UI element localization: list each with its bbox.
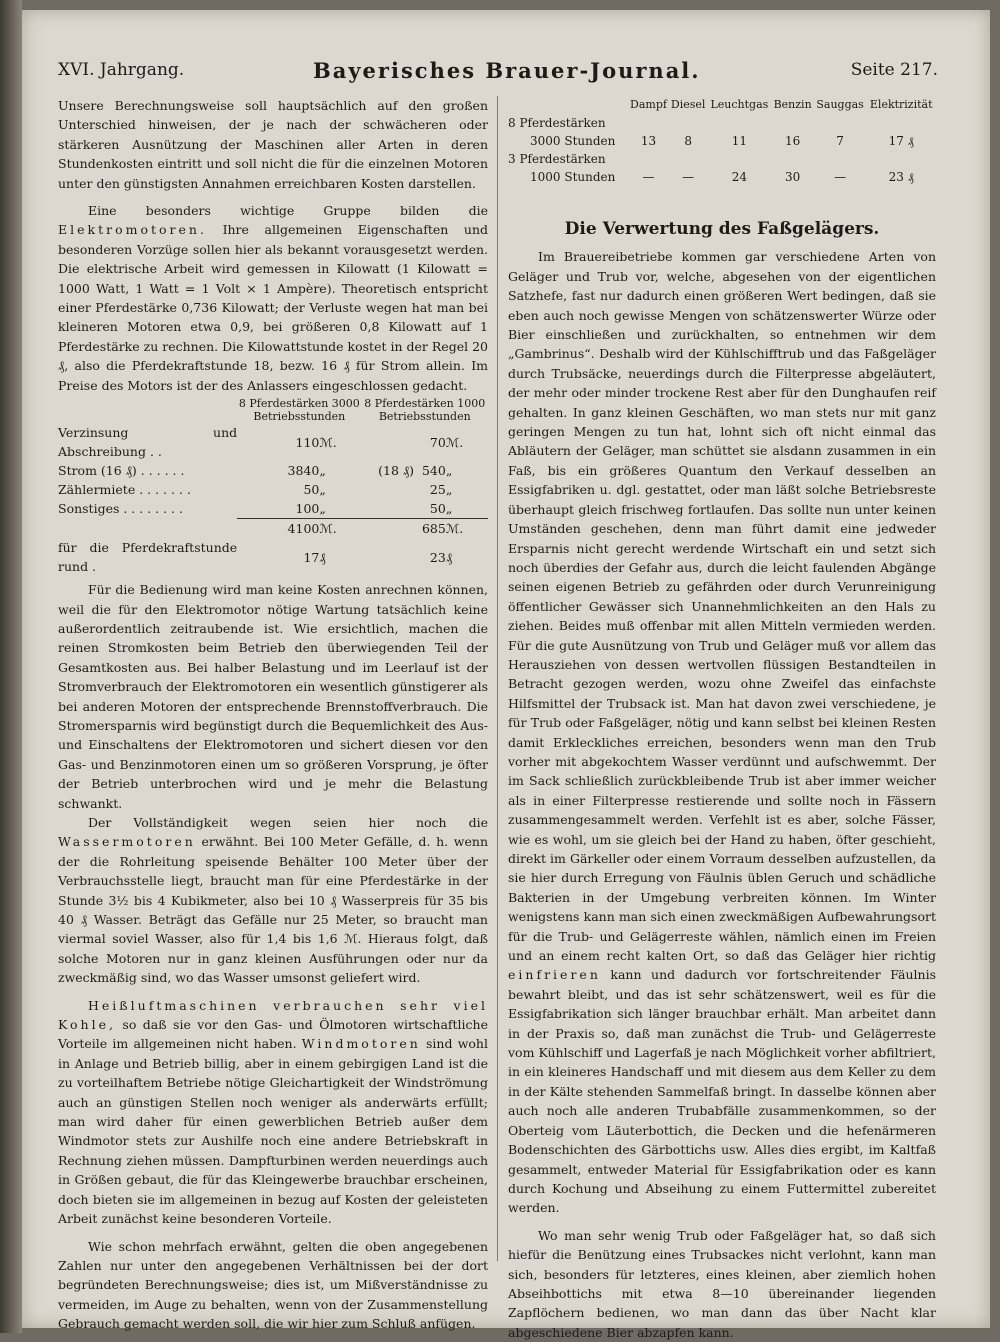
spaced-word: einfrieren [508,967,601,983]
left-column [58,96,488,1334]
spaced-heading: Elektromotoren. [58,222,207,238]
cell: ℳ. [445,434,464,450]
text-run: Ihre allgemeinen Eigenschaften und besonderen Vorzüge sollen hier als bekannt vorausgesetzt werden. Die elektrische Arbeit wird gemessen in Kilowatt (1 Kilowatt = 1000 Watt, 1 Watt = 1 Volt × 1 Ampère). Theoretisch entspricht einer Pferdestärke 0,736 Kilowatt; der Verluste wegen hat man bei kleineren Motoren etwa 0,9, bei größeren 0,8 Kilowatt auf 1 Pferdestärke zu rechnen. Die Kilowattstunde kostet in der Regel 20 ₰, also die Pferdekraftstunde 18, bezw. 16 ₰ für Strom allein. Im Preise des Motors ist der des Anlassers eingeschlossen gedacht. [58,222,488,393]
row-label: Verzinsung und Abschreibung . . [58,425,238,460]
text-run: Der Vollständigkeit wegen seien hier noch die [88,814,488,830]
table-row [58,423,488,461]
cell: ₰ [445,549,453,565]
paragraph [58,996,488,1229]
cell: 16 [784,134,801,148]
column-header: Benzin [773,98,812,111]
cell: — [682,170,695,184]
column-header: 8 Pferdestärken 1000 Betriebsstunden [364,397,486,424]
table-row [58,499,488,519]
cell: 50 [429,501,446,517]
paragraph: Wie schon mehrfach erwähnt, gelten die oben angegebenen Zahlen nur unter den angegebenen Verhältnissen bei der dort begründeten Berechnungsweise; dies ist, um Mißverständnisse zu vermeiden, im Auge zu behalten, wenn von der Zusammenstellung Gebrauch gemacht werden soll, die wir hier zum Schluß anfügen. [58,1238,488,1332]
column-header: 8 Pferdestärken 3000 Betriebsstunden [238,397,360,424]
column-header: Sauggas [816,98,864,111]
cell: „ [319,482,326,498]
page-number: Seite 217. [850,60,938,80]
cell-unit: „ [319,463,326,479]
cell: 110 [295,434,320,450]
group-label: 8 Pferdestärken [508,116,606,130]
row-label: für die Pferdekraftstunde rund . [58,540,238,575]
column-header: Elektrizität [869,98,933,111]
spaced-heading: Windmotoren [301,1036,421,1052]
article-title: Die Verwertung des Faßgelägers. [564,219,880,239]
page-header [58,58,938,94]
column-header: Dampf [630,98,667,111]
paragraph [58,201,488,395]
cell: 30 [784,170,801,184]
journal-title: Bayerisches Brauer-Journal. [313,58,701,83]
cell: 23 ₰ [888,170,914,184]
cell: 4100 [237,519,319,539]
cell: 70 [429,434,446,450]
book-spine [0,0,22,1333]
sum-row [58,519,488,539]
text-run: Im Brauereibetriebe kommen gar verschiedene Arten von Geläger und Trub vor, welche, abgesehen von der eigentlichen Satzhefe, fast nur dadurch einen größeren Wert bedingen, daß sie eben auch noch gewisse Mengen von schätzenswerter Würze oder Bier einschließen und zurückhalten, so entnehmen wir dem „Gambrinus“. Deshalb wird der Kühlschifftrub und das Faßgeläger durch Trubsäcke, neuerdings durch die Filterpresse abgeläutert, der mehr oder minder trockene Rest aber für den Dunghaufen reif gehalten. In ganz kleinen Geschäften, wo man stets nur mit ganz geringen Mengen zu tun hat, lohnt sich oft nicht einmal das Abläutern der Geläger, man schüttet sie alsdann zusammen in ein Faß, bis ein größeres Quantum den Verkauf desselben an Essigfabriken u. dgl. gestattet, oder man läßt solche Betriebsreste überhaupt gleich frischweg fortlaufen. Das sollte nun unter keinen Umständen geschehen, denn man führt damit eine jedweder Ersparnis nicht gerecht werdende Wirtschaft ein und setzt sich noch überdies der Gefahr aus, durch die leicht faulenden Abgänge seinen eigenen Betrieb zu gefährden oder durch Verunreinigung öffentlicher Gewässer sich Unannehmlichkeiten an den Hals zu ziehen. Beides muß offenbar mit allen Mitteln vermieden werden. Für die gute Ausnützung von Trub und Geläger muß vor allem das Herausziehen von dessen wertvollen flüssigen Bestandteilen in Betracht gezogen werden, wozu ohne Zweifel das einfachste Hilfsmittel der Trubsack ist. Man hat davon zwei verschiedene, je für Trub oder Faßgeläger, nötig und kann selbst bei kleinen Resten damit Erkleckliches erreichen, besonders wenn man den Trub vorher mit abgekochtem Wasser verdünnt und aufschwemmt. Der im Sack schließlich zurückbleibende Trub ist aber immer weicher als in einer Filterpresse restierende und sollte noch in Fässern zusammengesammelt werden. Verfehlt ist es aber, solche Fässer, wie es wohl, um sie gleich bei der Hand zu haben, öfter geschieht, direkt im Gärkeller oder einem Vorraum desselben aufzustellen, da sie hier durch Erregung von Fäulnis üblen Geruch und schädliche Bakterien in der Umgebung verbreiten können. Im Winter wenigstens kann man sich einen zweckmäßigen Aufbewahrungsort für die Trub- und Gelägerreste wählen, nämlich einen im Freien und an einem recht kalten Ort, so daß das Geläger hier richtig [508,249,936,964]
row-label: 1000 Stunden [530,170,616,184]
spaced-heading: Wassermotoren [58,834,196,850]
header-row [508,96,936,114]
cell [362,461,446,480]
table-row [508,168,936,186]
paragraph: Wo man sehr wenig Trub oder Faßgeläger hat, so daß sich hiefür die Benützung eines Trubsackes nicht verlohnt, kann man sich, besonders für letzteres, eines kleinen, aber ziemlich hohen Abseihbottichs mit etwa 8—10 übereinander liegenden Zapflöchern bedienen, wo man dann das über Nacht klar abgeschiedene Bier abzapfen kann. [508,1227,936,1340]
text-run: sind wohl in Anlage und Betrieb billig, aber in einem gebirgigen Land ist die zu vorteilhaftem Betriebe nötige Gleichartigkeit der Windströmung auch an günstigen Stellen noch weniger als anderwärts erfüllt; man wird daher für einen gewerblichen Betrieb außer dem Windmotor stets zur Aushilfe noch eine andere Betriebskraft in Rechnung ziehen müssen. Dampfturbinen werden neuerdings auch in Größen gebaut, die für das Kleingewerbe brauchbar erscheinen, doch bieten sie im allgemeinen in bezug auf Kosten der geleisteten Arbeit zunächst keine besonderen Vorteile. [58,1036,488,1227]
cell: 685 [362,519,446,539]
cell: 3840 [287,463,320,479]
cell: 24 [731,170,748,184]
column-header: Diesel [670,98,706,111]
cell: ℳ. [319,519,361,539]
column-header: Leuchtgas [710,98,769,111]
paragraph: Unsere Berechnungsweise soll hauptsächlich auf den großen Unterschied hinweisen, der je nach der schwächeren oder stärkeren Ausnützung der Maschinen aller Arten in deren Stundenkosten eintritt und soll nicht die für die einzelnen Motoren unter den günstigsten Annahmen erreichbaren Kosten darstellen. [58,98,488,191]
cell: 13 [640,134,657,148]
cell: 50 [303,482,320,498]
cell: 8 [684,134,692,148]
row-label: 3000 Stunden [530,134,616,148]
cell: „ [445,463,453,479]
row-label: Strom (16 ₰) . . . . . . [58,463,185,479]
cell: „ [445,501,453,517]
cell-value: 540 [421,463,446,479]
table-row [58,461,488,480]
cell: ℳ. [446,519,488,539]
cell: 17 [303,549,320,565]
row-label: Zählermiete . . . . . . . [58,482,191,498]
cell: 100 [295,501,320,517]
text-run: erwähnt. Bei 100 Meter Gefälle, d. h. wenn der die Rohrleitung speisende Behälter 100 Meter über der Verbrauchsstelle liegt, braucht man für eine Pferdestärke in der Stunde 3½ bis 4 Kubikmeter, also bei 10 ₰ Wasserpreis für 35 bis 40 ₰ Wasser. Beträgt das Gefälle nur 25 Meter, so braucht man viermal soviel Wasser, also für 1,4 bis 1,6 ℳ. Hieraus folgt, daß solche Motoren nur in ganz kleinen Ausführungen oder nur da zweckmäßig sind, wo das Wasser umsonst geliefert wird. [58,834,488,986]
spaced-heading: Heißluftmaschinen verbrauchen sehr viel Kohle, [58,997,488,1033]
text-run: Eine besonders wichtige Gruppe bilden die [88,203,488,219]
cell: — [642,170,655,184]
cell: 11 [731,134,748,148]
row-label: Sonstiges . . . . . . . . [58,501,183,517]
cell: 17 ₰ [888,134,914,148]
cell [319,461,361,480]
cell: — [834,170,847,184]
column-divider [497,96,498,1261]
cell: 7 [836,134,844,148]
cell: 23 [429,549,446,565]
cell: 25 [429,482,446,498]
table-row [58,538,488,576]
table-row [508,132,936,150]
volume-label: XVI. Jahrgang. [58,60,185,80]
group-label: 3 Pferdestärken [508,152,606,166]
paragraph: Für die Bedienung wird man keine Kosten anrechnen können, weil die für den Elektromotor nötige Wartung tatsächlich keine außerordentlich zeitraubende ist. Wie ersichtlich, machen die reinen Stromkosten beim Betrieb den überwiegenden Teil der Gesamtkosten aus. Bei halber Belastung und im Leerlauf ist der Stromverbrauch der Elektromotoren ein wesentlich günstigerer als bei anderen Motoren der entsprechende Brennstoffverbrauch. Die Stromersparnis wird begünstigt durch die Bequemlichkeit des Aus- und Einschaltens der Elektromotoren und sichert diesen vor den Gas- und Benzinmotoren einen um so größeren Vorsprung, je öfter der Betrieb unterbrochen wird und je mehr die Belastung schwankt. [58,582,488,811]
cost-table [58,397,488,576]
right-column [508,96,936,1342]
text-run: kann und dadurch vor fortschreitender Fäulnis bewahrt bleibt, und das ist sehr schätzenswert, weil es für die Essigfabrikation sich länger brauchbar erhält. Man arbeitet dann in der Praxis so, daß man zunächst die Trub- und Gelägerreste vom Kühlschiff und Lagerfaß je nach Möglichkeit vorher abfiltriert, in ein kleineres Handschaff und mit diesem aus dem Keller zu dem in der Kälte stehenden Sammelfaß bringt. In dasselbe können aber auch noch alle anderen Trubabfälle zusammenkommen, so der Oberteig vom Läuterbottich, die Decken und die hefenärmeren Bodenschichten des Gärbottichs usw. Alles dies ergibt, im Kaltfaß gesammelt, entweder Material für Essigfabrikation oder es kann durch Kochung und Abseihung zu einem Futtermittel zubereitet werden. [508,967,936,1216]
text-run: so daß sie vor den Gas- und Ölmotoren wirtschaftliche Vorteile im allgemeinen nicht haben. [58,1017,488,1052]
summary-table [508,96,936,186]
cell-note: (18 ₰) [378,463,415,479]
cell: „ [319,501,326,517]
table-row [58,480,488,499]
cell: ℳ. [319,434,337,450]
paragraph [58,813,488,988]
paragraph [508,247,936,1217]
cell: „ [445,482,453,498]
cell: ₰ [319,549,326,565]
